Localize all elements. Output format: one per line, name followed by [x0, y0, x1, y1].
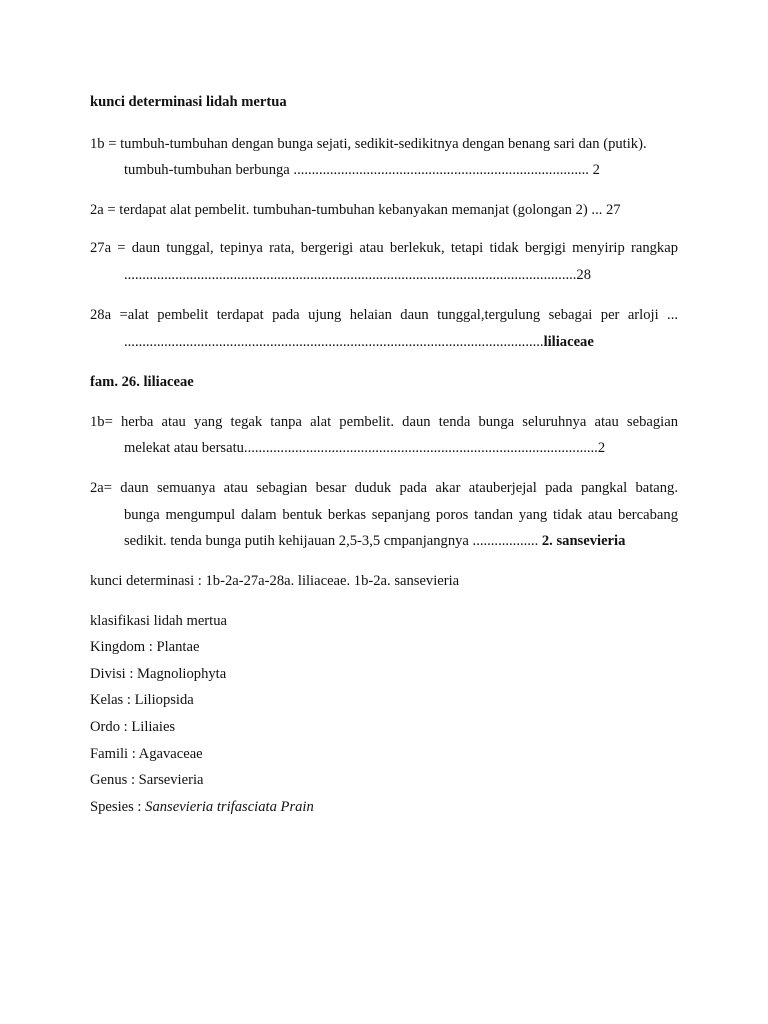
klasifikasi-spesies	[90, 798, 314, 816]
key2-2a-line3-text: sedikit. tenda bunga putih kehijauan 2,5-3,5 cmpanjangnya ..................	[124, 533, 542, 549]
family-title: fam. 26. liliaceae	[90, 374, 194, 390]
key1-2a: 2a = terdapat alat pembelit. tumbuhan-tumbuhan kebanyakan memanjat (golongan 2) ... 27	[90, 202, 621, 218]
klasifikasi-kingdom: Kingdom : Plantae	[90, 639, 200, 655]
kunci-summary: kunci determinasi : 1b-2a-27a-28a. liliaceae. 1b-2a. sansevieria	[90, 573, 460, 589]
klasifikasi-divisi: Divisi : Magnoliophyta	[90, 666, 227, 682]
key1-27a-line1: 27a = daun tunggal, tepinya rata, bergerigi atau berlekuk, tetapi tidak bergigi menyirip rangkap	[90, 240, 678, 256]
key1-28a-line2	[124, 333, 594, 351]
key1-27a-line2: ............................................................................................................................28	[124, 267, 591, 283]
spesies-label: Spesies :	[90, 799, 146, 815]
key1-28a-line1: 28a =alat pembelit terdapat pada ujung helaian daun tunggal,tergulung sebagai per arloji ...	[90, 307, 678, 323]
key2-2a-line1: 2a= daun semuanya atau sebagian besar duduk pada akar atauberjejal pada pangkal batang.	[90, 480, 678, 496]
klasifikasi-heading: klasifikasi lidah mertua	[90, 613, 227, 629]
key2-2a-line3	[124, 532, 625, 550]
klasifikasi-genus: Genus : Sarsevieria	[90, 772, 204, 788]
document-title: kunci determinasi lidah mertua	[90, 94, 287, 110]
key2-1b-line1: 1b= herba atau yang tegak tanpa alat pembelit. daun tenda bunga seluruhnya atau sebagian	[90, 414, 678, 430]
key2-2a-result: 2. sansevieria	[541, 533, 626, 549]
klasifikasi-ordo: Ordo : Liliaies	[90, 719, 176, 735]
key1-28a-result: liliaceae	[543, 334, 594, 350]
key2-2a-line2: bunga mengumpul dalam bentuk berkas sepanjang poros tandan yang tidak atau bercabang	[124, 507, 678, 523]
key1-1b-line2: tumbuh-tumbuhan berbunga ................................................................................. 2	[124, 162, 600, 178]
spesies-value: Sansevieria trifasciata Prain	[145, 799, 314, 815]
klasifikasi-kelas: Kelas : Liliopsida	[90, 692, 194, 708]
key1-28a-dots: ...................................................................................................................	[124, 334, 544, 350]
key1-1b-line1: 1b = tumbuh-tumbuhan dengan bunga sejati, sedikit-sedikitnya dengan benang sari dan (putik).	[90, 136, 647, 152]
klasifikasi-famili: Famili : Agavaceae	[90, 746, 203, 762]
key2-1b-line2: melekat atau bersatu.................................................................................................2	[124, 440, 606, 456]
